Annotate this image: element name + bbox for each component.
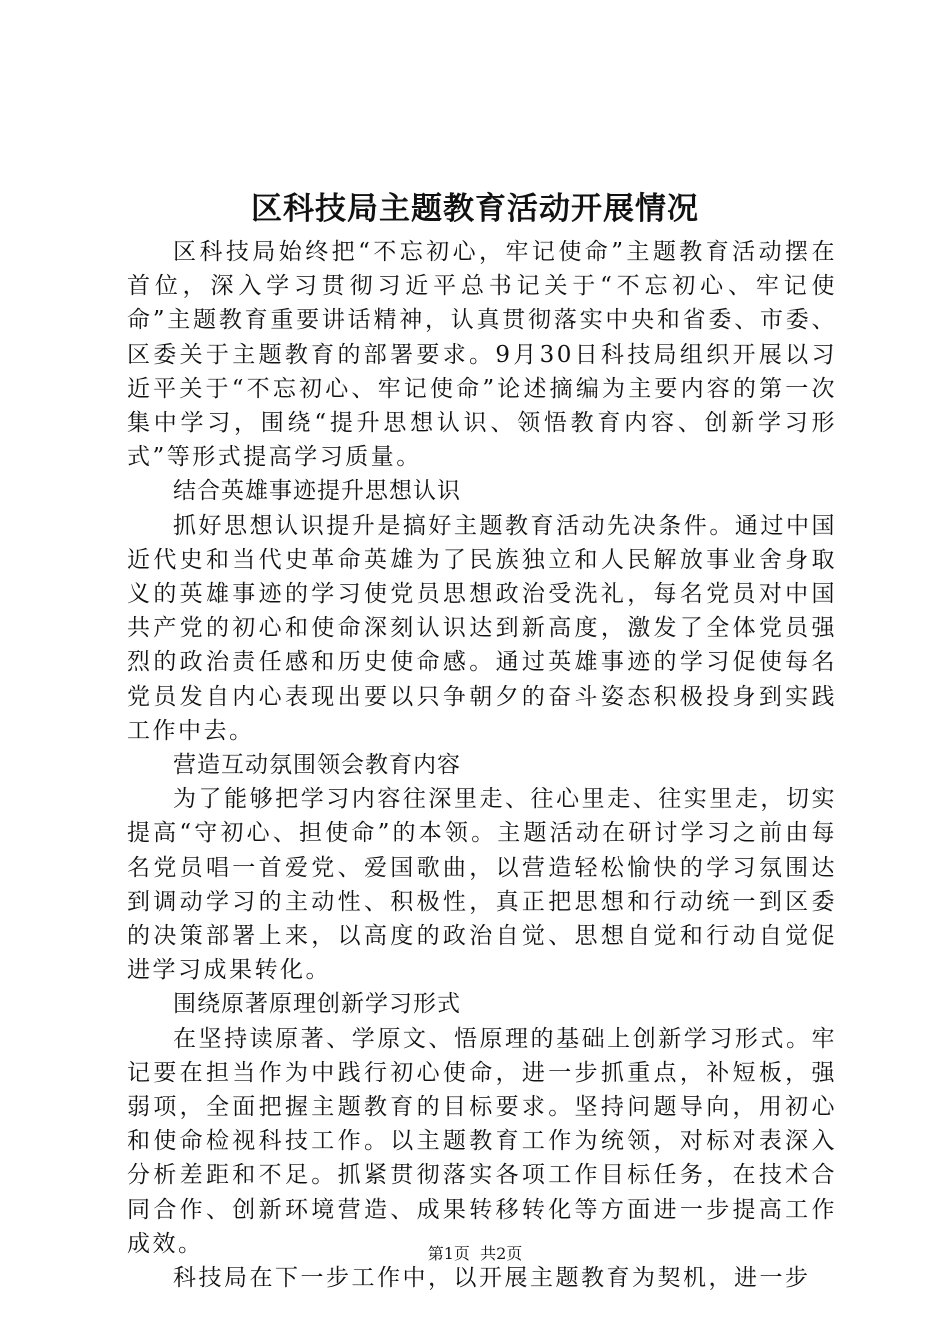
page-total: 共2页 [480, 1244, 523, 1263]
document-title: 区科技局主题教育活动开展情况 [251, 191, 699, 227]
section-heading-heroes: 结合英雄事迹提升思想认识 [173, 478, 461, 505]
interaction-paragraph: 为了能够把学习内容往深里走、往心里走、往实里走，切实提高“守初心、担使命”的本领。主题活动在研讨学习之前由每名党员唱一首爱党、爱国歌曲，以营造轻松愉快的学习氛围达到调动学习的主动性、积极性，真正把思想和行动统一到区委的决策部署上来，以高度的政治自觉、思想自觉和行动自觉促进学习成果转化。 [127, 786, 837, 984]
heroes-paragraph: 抓好思想认识提升是搞好主题教育活动先决条件。通过中国近代史和当代史革命英雄为了民族独立和人民解放事业舍身取义的英雄事迹的学习使党员思想政治受洗礼，每名党员对中国共产党的初心和使命深刻认识达到新高度，激发了全体党员强烈的政治责任感和历史使命感。通过英雄事迹的学习促使每名党员发自内心表现出要以只争朝夕的奋斗姿态积极投身到实践工作中去。 [127, 512, 837, 744]
document-body [127, 235, 837, 1295]
section-heading-originals: 围绕原著原理创新学习形式 [173, 991, 461, 1018]
next-steps-paragraph: 科技局在下一步工作中，以开展主题教育为契机，进一步 [173, 1265, 811, 1292]
page-number: 第1页 [427, 1244, 470, 1263]
intro-paragraph: 区科技局始终把“不忘初心，牢记使命”主题教育活动摆在首位，深入学习贯彻习近平总书记关于“不忘初心、牢记使命”主题教育重要讲话精神，认真贯彻落实中央和省委、市委、区委关于主题教育的部署要求。9月30日科技局组织开展以习近平关于“不忘初心、牢记使命”论述摘编为主要内容的第一次集中学习，围绕“提升思想认识、领悟教育内容、创新学习形式”等形式提高学习质量。 [127, 239, 837, 471]
originals-paragraph: 在坚持读原著、学原文、悟原理的基础上创新学习形式。牢记要在担当作为中践行初心使命，进一步抓重点，补短板，强弱项，全面把握主题教育的目标要求。坚持问题导向，用初心和使命检视科技工作。以主题教育工作为统领，对标对表深入分析差距和不足。抓紧贯彻落实各项工作目标任务，在技术合同合作、创新环境营造、成果转移转化等方面进一步提高工作成效。 [127, 1025, 837, 1257]
page-footer [0, 1243, 950, 1265]
section-heading-interaction: 营造互动氛围领会教育内容 [173, 752, 461, 779]
